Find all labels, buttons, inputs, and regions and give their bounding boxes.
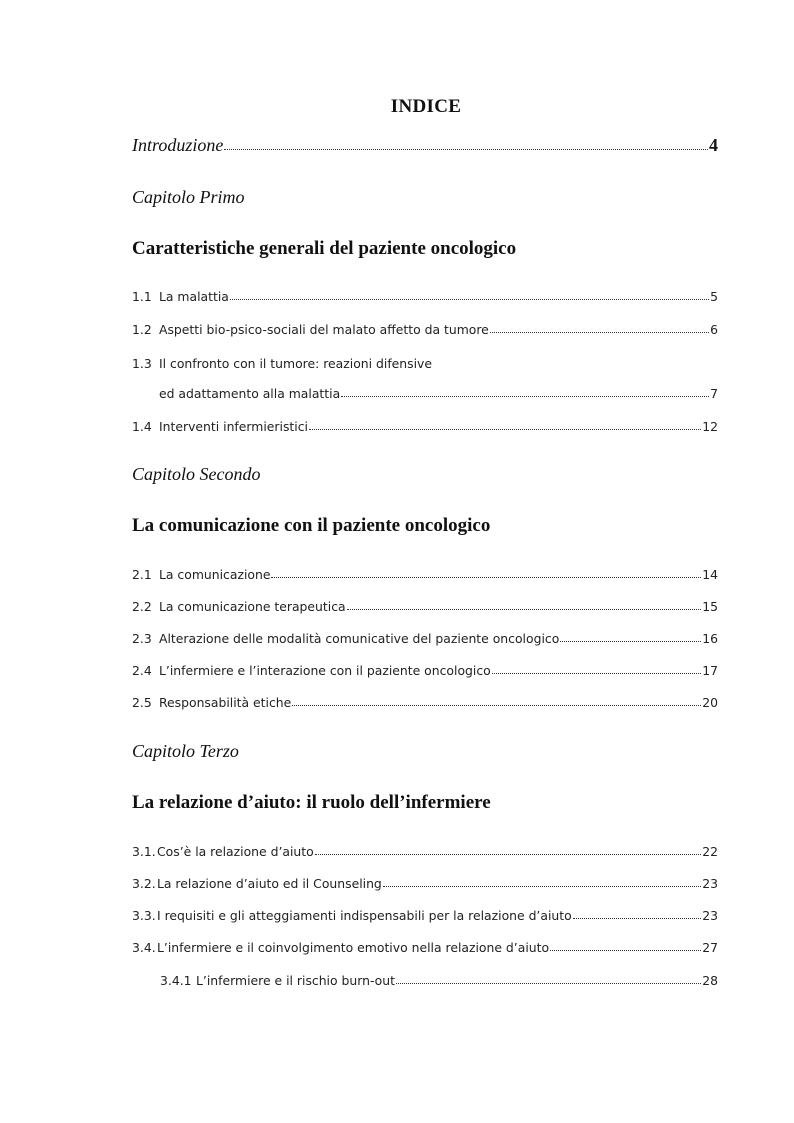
dot-leader [347,608,702,610]
dot-leader [309,428,701,430]
entry-number: 2.5 [132,695,152,710]
chapter-heading: La relazione d’aiuto: il ruolo dell’infermiere [132,792,491,813]
toc-entry[interactable] [132,291,718,303]
entry-label: La malattia [159,289,229,304]
toc-entry[interactable] [132,846,718,858]
entry-label: L’infermiere e il rischio burn-out [196,973,395,988]
entry-page: 14 [702,567,718,582]
toc-entry[interactable] [132,910,718,922]
entry-number: 2.1 [132,567,152,582]
toc-entry-introduzione[interactable] [132,136,718,154]
toc-entry[interactable] [132,942,718,954]
entry-label: Il confronto con il tumore: reazioni difensive [159,356,433,371]
dot-leader [341,395,709,397]
entry-label: Aspetti bio-psico-sociali del malato affetto da tumore [159,322,489,337]
dot-leader [492,672,701,674]
entry-label: Interventi infermieristici [159,419,308,434]
entry-page: 15 [702,599,718,614]
entry-page: 16 [702,631,718,646]
chapter-heading: La comunicazione con il paziente oncologico [132,515,491,536]
entry-number: 3.3. [132,908,156,923]
toc-entry[interactable] [132,633,718,645]
dot-leader [490,331,709,333]
entry-page: 7 [710,386,718,401]
chapter-label: Capitolo Secondo [132,464,261,484]
entry-label: L’infermiere e il coinvolgimento emotivo nella relazione d’aiuto [157,940,550,955]
toc-entry[interactable] [132,421,718,433]
entry-number: 3.2. [132,876,156,891]
dot-leader [315,853,702,855]
entry-label: La comunicazione terapeutica [159,599,346,614]
dot-leader [383,885,701,887]
dot-leader [573,917,702,919]
entry-number: 1.4 [132,419,152,434]
entry-number: 2.2 [132,599,152,614]
entry-label-continuation: ed adattamento alla malattia [159,386,341,401]
entry-label: Alterazione delle modalità comunicative del paziente oncologico [159,631,560,646]
toc-entry[interactable] [132,665,718,677]
entry-page: 22 [702,844,718,859]
dot-leader [560,640,701,642]
entry-label: Introduzione [132,135,224,155]
entry-number: 1.1 [132,289,152,304]
entry-number: 1.2 [132,322,152,337]
chapter-heading: Caratteristiche generali del paziente oncologico [132,238,517,259]
entry-label: Responsabilità etiche [159,695,292,710]
toc-title: INDICE [390,96,462,117]
entry-page: 27 [702,940,718,955]
entry-number: 1.3 [132,356,152,371]
toc-entry[interactable] [132,324,718,336]
toc-entry-line[interactable] [132,356,432,371]
entry-page: 5 [710,289,718,304]
chapter-label: Capitolo Primo [132,187,245,207]
entry-page: 23 [702,908,718,923]
entry-label: L’infermiere e l’interazione con il paziente oncologico [159,663,491,678]
toc-entry[interactable] [132,569,718,581]
dot-leader [224,148,708,150]
entry-number: 3.4. [132,940,156,955]
dot-leader [271,576,701,578]
entry-page: 17 [702,663,718,678]
entry-page: 12 [702,419,718,434]
entry-page: 6 [710,322,718,337]
entry-number: 3.4.1 [160,973,192,988]
toc-entry[interactable] [159,388,718,400]
toc-entry[interactable] [132,697,718,709]
dot-leader [292,704,701,706]
dot-leader [396,982,701,984]
entry-label: La relazione d’aiuto ed il Counseling [157,876,382,891]
entry-page: 23 [702,876,718,891]
entry-page: 20 [702,695,718,710]
entry-label: Cos’è la relazione d’aiuto [157,844,314,859]
entry-number: 2.3 [132,631,152,646]
entry-label: I requisiti e gli atteggiamenti indispensabili per la relazione d’aiuto [157,908,572,923]
entry-page: 28 [702,973,718,988]
toc-entry[interactable] [132,878,718,890]
entry-page: 4 [709,135,718,155]
chapter-label: Capitolo Terzo [132,741,239,761]
entry-label: La comunicazione [159,567,271,582]
dot-leader [230,298,709,300]
toc-entry[interactable] [160,975,718,987]
toc-entry[interactable] [132,601,718,613]
dot-leader [550,949,701,951]
entry-number: 3.1. [132,844,156,859]
entry-number: 2.4 [132,663,152,678]
